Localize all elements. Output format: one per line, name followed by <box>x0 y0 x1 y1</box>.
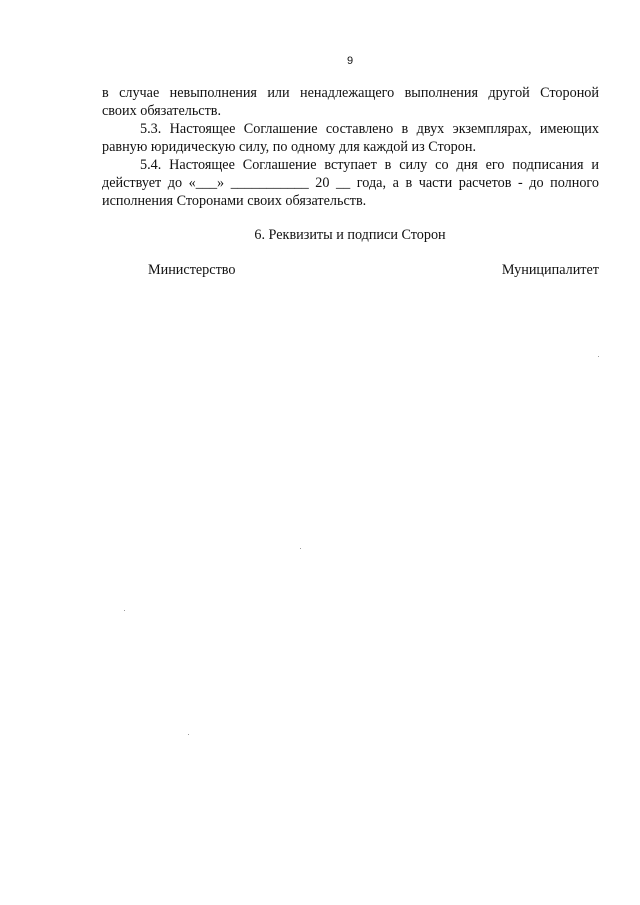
paragraph-item-5-3 <box>102 120 599 156</box>
signatory-right: Муниципалитет <box>501 262 599 278</box>
signatory-left: Министерство <box>148 262 236 278</box>
paragraph-item-5-4 <box>102 156 599 210</box>
paragraph-line: своих обязательств. <box>102 103 222 119</box>
paragraph-line: действует до «___» ___________ 20 __ года, а в части расчетов - до полного <box>102 175 599 191</box>
scan-speck <box>300 548 301 549</box>
paragraph-line: исполнения Сторонами своих обязательств. <box>102 193 367 209</box>
paragraph-line: равную юридическую силу, по одному для каждой из Сторон. <box>102 139 476 155</box>
scan-speck <box>124 610 125 611</box>
paragraph-line: 5.3. Настоящее Соглашение составлено в двух экземплярах, имеющих <box>140 121 599 137</box>
paragraph-continuation <box>102 84 599 120</box>
paragraph-line: в случае невыполнения или ненадлежащего выполнения другой Стороной <box>102 85 599 101</box>
scan-speck <box>188 734 189 735</box>
section-heading: 6. Реквизиты и подписи Сторон <box>254 227 446 243</box>
paragraph-line: 5.4. Настоящее Соглашение вступает в силу со дня его подписания и <box>140 157 599 173</box>
scan-speck <box>598 356 599 357</box>
page-number: 9 <box>346 55 354 67</box>
